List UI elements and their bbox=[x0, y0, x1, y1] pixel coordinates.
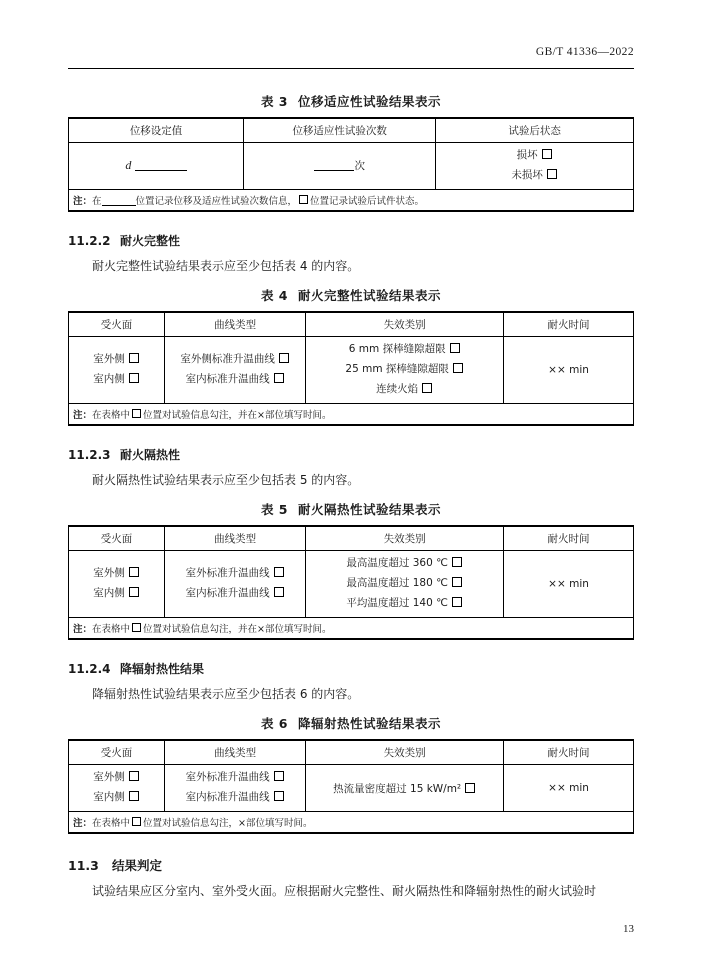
curve-type-indoor[interactable] bbox=[169, 370, 301, 390]
section-number-11-2-3: 11.2.3 bbox=[68, 447, 111, 462]
fire-side-outdoor-label: 室外侧 bbox=[93, 567, 125, 580]
checkbox-icon[interactable] bbox=[129, 373, 139, 383]
table5-header-cell-2: 曲线类型 bbox=[165, 527, 306, 551]
checkbox-icon[interactable] bbox=[129, 353, 139, 363]
table6-header-cell-1: 受火面 bbox=[69, 741, 165, 765]
table5-fire-time-cell: ×× min bbox=[504, 551, 634, 618]
table6-caption-number: 表 6 bbox=[260, 716, 289, 732]
checkbox-icon[interactable] bbox=[132, 409, 141, 418]
section-title-11-2-3: 耐火隔热性 bbox=[120, 447, 181, 462]
checkbox-icon[interactable] bbox=[274, 771, 284, 781]
curve-type-indoor-label: 室内标准升温曲线 bbox=[185, 791, 270, 803]
section-number-11-2-2: 11.2.2 bbox=[68, 233, 111, 248]
table6-header-cell-4: 耐火时间 bbox=[504, 741, 634, 765]
table6-curve-type-cell bbox=[165, 765, 306, 812]
table6-failure-type-cell bbox=[306, 765, 504, 812]
paragraph-11-2-4: 降辐射热性试验结果表示应至少包括表 6 的内容。 bbox=[92, 686, 360, 701]
table6-header-cell-2: 曲线类型 bbox=[165, 741, 306, 765]
table6-note-text-2: 位置对试验信息勾注，×部位填写时间。 bbox=[143, 817, 313, 829]
table5-caption bbox=[68, 500, 634, 518]
table4 bbox=[68, 312, 634, 425]
table4-wrap bbox=[68, 311, 634, 426]
table4-note-text-2: 位置对试验信息勾注，并在×部位填写时间。 bbox=[143, 409, 332, 421]
section-title-11-2-2: 耐火完整性 bbox=[120, 233, 181, 248]
fire-side-indoor[interactable] bbox=[73, 370, 160, 390]
table6-note-label: 注： bbox=[73, 817, 93, 829]
section-heading-11-3 bbox=[68, 856, 634, 874]
fire-side-outdoor-label: 室外侧 bbox=[93, 353, 125, 366]
fire-side-outdoor[interactable] bbox=[73, 350, 160, 370]
table3-wrap bbox=[68, 117, 634, 212]
table4-failure-type-cell bbox=[306, 337, 504, 404]
section-number-11-2-4: 11.2.4 bbox=[68, 661, 111, 676]
status-option-undamaged[interactable] bbox=[440, 166, 629, 186]
section-number-11-3: 11.3 bbox=[68, 857, 99, 873]
checkbox-icon[interactable] bbox=[453, 363, 463, 373]
fire-side-indoor-label: 室内侧 bbox=[93, 791, 125, 803]
table6-note-cell bbox=[69, 811, 634, 832]
standard-code: GB/T 41336—2022 bbox=[535, 46, 634, 58]
table5-header-row bbox=[69, 527, 634, 551]
table3-note-row bbox=[69, 189, 634, 210]
table3-note-text-1: 在 bbox=[92, 195, 102, 207]
table6-header-cell-3: 失效类别 bbox=[306, 741, 504, 765]
curve-type-indoor[interactable] bbox=[169, 584, 301, 604]
table6-caption bbox=[68, 714, 634, 732]
page-content bbox=[68, 82, 634, 909]
table4-fire-side-cell bbox=[69, 337, 165, 404]
paragraph-11-3: 试验结果应区分室内、室外受火面。应根据耐火完整性、耐火隔热性和降辐射热性的耐火试验时 bbox=[92, 883, 597, 898]
section-title-11-3: 结果判定 bbox=[112, 857, 163, 873]
page-number: 13 bbox=[623, 923, 634, 935]
fire-side-outdoor[interactable] bbox=[73, 564, 160, 584]
table4-note-row bbox=[69, 403, 634, 424]
fire-side-outdoor-label: 室外侧 bbox=[93, 771, 125, 784]
failure-type-continuous-flame[interactable] bbox=[310, 380, 499, 400]
table4-header-cell-1: 受火面 bbox=[69, 313, 165, 337]
table5-note-text-2: 位置对试验信息勾注，并在×部位填写时间。 bbox=[143, 623, 332, 635]
checkbox-icon[interactable] bbox=[129, 791, 139, 801]
table3-caption-text: 位移适应性试验结果表示 bbox=[298, 94, 442, 109]
status-option-undamaged-label: 未损坏 bbox=[511, 168, 543, 181]
table6-note-row bbox=[69, 811, 634, 832]
table3-note-label: 注： bbox=[73, 195, 93, 207]
checkbox-icon[interactable] bbox=[129, 771, 139, 781]
table3-caption-number: 表 3 bbox=[260, 94, 289, 109]
table5-note-text-1: 在表格中 bbox=[92, 623, 131, 635]
checkbox-icon[interactable] bbox=[452, 557, 462, 567]
table3 bbox=[68, 118, 634, 211]
checkbox-icon[interactable] bbox=[452, 577, 462, 587]
curve-type-outdoor-label: 室外标准升温曲线 bbox=[185, 567, 270, 580]
curve-type-outdoor[interactable] bbox=[169, 768, 301, 788]
table3-status-cell bbox=[436, 143, 634, 190]
table5-wrap bbox=[68, 525, 634, 640]
table3-header-cell-1: 位移设定值 bbox=[69, 119, 244, 143]
curve-type-indoor-label: 室内标准升温曲线 bbox=[185, 586, 270, 599]
table5-failure-type-cell bbox=[306, 551, 504, 618]
checkbox-icon[interactable] bbox=[299, 195, 308, 204]
status-option-damaged-label: 损坏 bbox=[516, 149, 538, 161]
table5-note-label: 注： bbox=[73, 623, 93, 635]
table6-note-text-1: 在表格中 bbox=[92, 817, 131, 829]
fire-side-indoor[interactable] bbox=[73, 788, 160, 808]
failure-type-max-temp-180[interactable] bbox=[310, 574, 499, 594]
failure-type-heat-flux-15[interactable] bbox=[310, 781, 499, 796]
checkbox-icon[interactable] bbox=[274, 791, 284, 801]
section-heading-11-2-3 bbox=[68, 446, 634, 463]
table4-note-label: 注： bbox=[73, 409, 93, 421]
table5-header-cell-1: 受火面 bbox=[69, 527, 165, 551]
curve-type-outdoor-label: 室外标准升温曲线 bbox=[185, 771, 270, 784]
table3-note-cell bbox=[69, 189, 634, 210]
table4-caption-text: 耐火完整性试验结果表示 bbox=[298, 288, 442, 304]
table4-header-cell-4: 耐火时间 bbox=[504, 313, 634, 337]
failure-type-continuous-flame-label: 连续火焰 bbox=[376, 382, 419, 395]
table5-header-cell-4: 耐火时间 bbox=[504, 527, 634, 551]
times-unit: 次 bbox=[354, 160, 365, 173]
table6-caption-text: 降辐射热性试验结果表示 bbox=[298, 716, 442, 732]
table4-fire-time-cell: ×× min bbox=[504, 337, 634, 404]
failure-type-max-temp-180-label: 最高温度超过 180 ℃ bbox=[346, 577, 448, 589]
failure-type-gap-6mm[interactable] bbox=[310, 340, 499, 360]
section-heading-11-2-2 bbox=[68, 232, 634, 249]
fire-side-outdoor[interactable] bbox=[73, 768, 160, 788]
table3-note-text-3: 位置记录试验后试件状态。 bbox=[310, 195, 425, 207]
table4-header-row bbox=[69, 313, 634, 337]
paragraph-11-2-3: 耐火隔热性试验结果表示应至少包括表 5 的内容。 bbox=[92, 472, 360, 487]
fire-side-indoor-label: 室内侧 bbox=[93, 372, 125, 385]
failure-type-avg-temp-140[interactable] bbox=[310, 594, 499, 614]
table6-data-row bbox=[69, 765, 634, 812]
table4-caption bbox=[68, 286, 634, 304]
curve-type-outdoor-label: 室外侧标准升温曲线 bbox=[180, 353, 275, 366]
checkbox-icon[interactable] bbox=[452, 597, 462, 607]
section-title-11-2-4: 降辐射热性结果 bbox=[120, 661, 205, 676]
displacement-symbol: d bbox=[125, 158, 132, 173]
table4-note-text-1: 在表格中 bbox=[92, 409, 131, 421]
table4-header-cell-3: 失效类别 bbox=[306, 313, 504, 337]
table5-caption-number: 表 5 bbox=[260, 502, 289, 518]
table3-times-cell bbox=[244, 143, 436, 190]
table6-fire-side-cell bbox=[69, 765, 165, 812]
checkbox-icon[interactable] bbox=[274, 567, 284, 577]
failure-type-gap-25mm-label: 25 mm 探棒缝隙超限 bbox=[345, 363, 449, 375]
table6-wrap bbox=[68, 739, 634, 834]
checkbox-icon[interactable] bbox=[547, 169, 557, 179]
header-divider bbox=[68, 68, 634, 69]
failure-type-max-temp-360-label: 最高温度超过 360 ℃ bbox=[346, 557, 448, 570]
table5-note-row bbox=[69, 617, 634, 638]
curve-type-outdoor[interactable] bbox=[169, 350, 301, 370]
page-header bbox=[68, 46, 634, 66]
table3-header-cell-3: 试验后状态 bbox=[436, 119, 634, 143]
table3-data-row bbox=[69, 143, 634, 190]
table3-header-cell-2: 位移适应性试验次数 bbox=[244, 119, 436, 143]
table4-data-row bbox=[69, 337, 634, 404]
table3-caption bbox=[68, 92, 634, 110]
failure-type-max-temp-360[interactable] bbox=[310, 554, 499, 574]
checkbox-icon[interactable] bbox=[465, 783, 475, 793]
displacement-blank[interactable] bbox=[135, 160, 187, 172]
table3-displacement-value-cell bbox=[69, 143, 244, 190]
curve-type-outdoor[interactable] bbox=[169, 564, 301, 584]
checkbox-icon[interactable] bbox=[450, 343, 460, 353]
checkbox-icon[interactable] bbox=[542, 149, 552, 159]
failure-type-gap-6mm-label: 6 mm 探棒缝隙超限 bbox=[348, 343, 446, 356]
table6-fire-time-cell: ×× min bbox=[504, 765, 634, 812]
fire-side-indoor[interactable] bbox=[73, 584, 160, 604]
table4-curve-type-cell bbox=[165, 337, 306, 404]
failure-type-avg-temp-140-label: 平均温度超过 140 ℃ bbox=[346, 596, 448, 609]
checkbox-icon[interactable] bbox=[274, 587, 284, 597]
status-option-damaged[interactable] bbox=[440, 146, 629, 166]
table6 bbox=[68, 740, 634, 833]
table5-curve-type-cell bbox=[165, 551, 306, 618]
note-blank-1[interactable] bbox=[102, 195, 136, 206]
fire-side-indoor-label: 室内侧 bbox=[93, 586, 125, 599]
checkbox-icon[interactable] bbox=[132, 623, 141, 632]
table4-note-cell bbox=[69, 403, 634, 424]
table4-caption-number: 表 4 bbox=[260, 288, 289, 304]
failure-type-gap-25mm[interactable] bbox=[310, 360, 499, 380]
table5 bbox=[68, 526, 634, 639]
table5-header-cell-3: 失效类别 bbox=[306, 527, 504, 551]
checkbox-icon[interactable] bbox=[279, 353, 289, 363]
table5-caption-text: 耐火隔热性试验结果表示 bbox=[298, 502, 442, 518]
table6-header-row bbox=[69, 741, 634, 765]
failure-type-heat-flux-15-label: 热流量密度超过 15 kW/m² bbox=[333, 782, 462, 795]
checkbox-icon[interactable] bbox=[129, 567, 139, 577]
curve-type-indoor-label: 室内标准升温曲线 bbox=[185, 372, 270, 385]
table5-data-row bbox=[69, 551, 634, 618]
paragraph-11-2-2: 耐火完整性试验结果表示应至少包括表 4 的内容。 bbox=[92, 258, 360, 273]
table3-note-text-2: 位置记录位移及适应性试验次数信息， bbox=[135, 195, 298, 207]
section-heading-11-2-4 bbox=[68, 660, 634, 677]
table5-note-cell bbox=[69, 617, 634, 638]
times-blank[interactable] bbox=[314, 160, 354, 172]
checkbox-icon[interactable] bbox=[132, 817, 141, 826]
curve-type-indoor[interactable] bbox=[169, 788, 301, 808]
table3-header-row bbox=[69, 119, 634, 143]
table4-header-cell-2: 曲线类型 bbox=[165, 313, 306, 337]
table5-fire-side-cell bbox=[69, 551, 165, 618]
checkbox-icon[interactable] bbox=[422, 383, 432, 393]
checkbox-icon[interactable] bbox=[274, 373, 284, 383]
checkbox-icon[interactable] bbox=[129, 587, 139, 597]
